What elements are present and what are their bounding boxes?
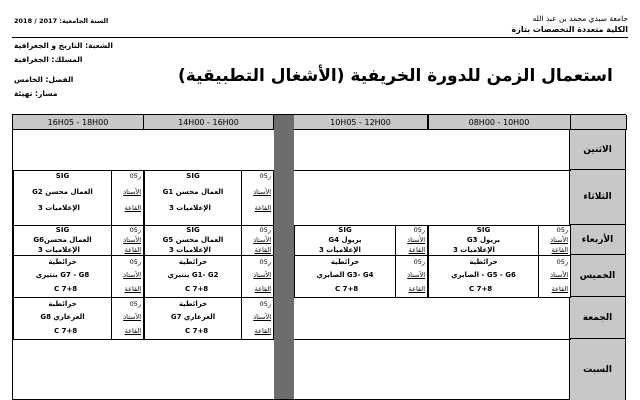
session-wed-14h00 (144, 225, 274, 256)
session-hall: الإعلاميات 3 (319, 246, 361, 254)
timetable-grid (12, 114, 626, 400)
day-wednesday: الأربعاء (569, 225, 625, 255)
session-teacher-group: G7 - G8 بنتيري (35, 271, 90, 279)
session-teacher-group: العمال محسن G1 (162, 188, 224, 196)
session-hall: C 7+8 (185, 285, 209, 293)
hall-label: القاعة (254, 204, 271, 212)
session-teacher-group: العمال محسن G2 (32, 188, 93, 196)
hall-label: القاعة (254, 285, 271, 293)
room-label: ر05 (556, 258, 568, 266)
time-slot-08h00: 08H00 - 10H00 (428, 115, 571, 130)
hall-label: القاعة (408, 285, 425, 293)
teacher-label: الأستاذ (550, 271, 568, 279)
session-thu-16h05 (13, 255, 144, 298)
room-label: ر05 (556, 226, 568, 234)
teacher-label: الأستاذ (253, 271, 271, 279)
session-hall: الإعلاميات 3 (169, 246, 211, 254)
track: المسلك: الجغرافية (14, 55, 83, 64)
session-tue-14h00 (144, 170, 274, 226)
row-divider (294, 170, 571, 171)
hall-label: القاعة (254, 246, 271, 254)
hall-label: القاعة (124, 327, 141, 335)
session-teacher-group: G3- G4 الصابري (316, 271, 374, 279)
room-label: ر05 (413, 226, 425, 234)
university-name: جامعة سيدي محمد بن عبد الله (532, 14, 628, 23)
day-saturday: السبت (569, 339, 625, 400)
hall-label: القاعة (408, 246, 425, 254)
room-label: ر05 (259, 300, 271, 308)
session-hall: الإعلاميات 3 (453, 246, 495, 254)
session-subject: خرائطية (330, 258, 360, 266)
session-hall: C 7+8 (54, 285, 78, 293)
session-subject: خرائطية (48, 258, 77, 266)
session-subject: خرائطية (48, 300, 77, 308)
teacher-label: الأستاذ (407, 236, 425, 244)
room-label: ر05 (129, 300, 141, 308)
session-hall: الإعلاميات 3 (38, 246, 80, 254)
session-teacher-group: G1- G2 بنتيري (167, 271, 219, 279)
room-label: ر05 (129, 226, 141, 234)
teacher-label: الأستاذ (253, 188, 271, 196)
session-teacher-group: بريول G4 (328, 236, 362, 244)
session-wed-08h00 (428, 225, 571, 256)
room-label: ر05 (413, 258, 425, 266)
teacher-label: الأستاذ (253, 236, 271, 244)
session-subject: SIG (186, 172, 200, 180)
session-tue-16h05 (13, 170, 144, 226)
room-label: ر05 (129, 172, 141, 180)
column-divider (428, 115, 429, 130)
time-slot-16h05: 16H05 - 18H00 (13, 115, 144, 130)
session-subject: SIG (338, 226, 352, 234)
academic-year: السنة الجامعية: 2017 / 2018 (14, 17, 109, 25)
hall-label: القاعة (551, 285, 568, 293)
session-teacher-group: بريول G3 (466, 236, 501, 244)
session-hall: الإعلاميات 3 (38, 204, 80, 212)
department: الشعبة: التاريخ و الجغرافية (14, 41, 113, 50)
university-header (511, 13, 628, 35)
session-subject: SIG (55, 172, 70, 180)
time-slot-10h05: 10H05 - 12H00 (294, 115, 428, 130)
room-label: ر05 (259, 172, 271, 180)
session-subject: خرائطية (178, 300, 208, 308)
session-wed-10h05 (294, 225, 428, 256)
session-teacher-group: العمال محسن G5 (162, 236, 224, 244)
day-thursday: الخميس (569, 255, 625, 297)
corner-header (571, 115, 627, 130)
session-thu-10h05 (294, 255, 428, 298)
session-hall: C 7+8 (335, 285, 359, 293)
time-slot-14h00: 14H00 - 16H00 (144, 115, 274, 130)
session-hall: C 7+8 (185, 327, 209, 335)
lunch-break-column (274, 115, 294, 399)
session-subject: SIG (476, 226, 491, 234)
hall-label: القاعة (124, 246, 141, 254)
session-fri-14h00 (144, 297, 274, 340)
teacher-label: الأستاذ (253, 313, 271, 321)
hall-label: القاعة (254, 327, 271, 335)
session-fri-16h05 (13, 297, 144, 340)
session-subject: SIG (186, 226, 200, 234)
day-tuesday: الثلاثاء (569, 170, 625, 225)
session-teacher-group: العرعاري G7 (170, 313, 216, 321)
teacher-label: الأستاذ (123, 188, 141, 196)
hall-label: القاعة (124, 285, 141, 293)
session-hall: C 7+8 (54, 327, 78, 335)
semester: الفصل: الخامس (14, 75, 74, 84)
session-thu-08h00 (428, 255, 571, 298)
row-divider (294, 339, 571, 340)
teacher-label: الأستاذ (123, 236, 141, 244)
teacher-label: الأستاذ (123, 271, 141, 279)
faculty-name: الكلية متعددة التخصصات بتازة (511, 25, 628, 34)
session-teacher-group: العرعاري G8 (40, 313, 85, 321)
room-label: ر05 (259, 226, 271, 234)
session-teacher-group: العمال محسنG6 (33, 236, 92, 244)
session-thu-14h00 (144, 255, 274, 298)
day-friday: الجمعة (569, 297, 625, 339)
hall-label: القاعة (124, 204, 141, 212)
study-path: مسار: تهيئة (14, 89, 58, 98)
session-teacher-group: G5 - G6 - الصابري (451, 271, 516, 279)
page-title: استعمال الزمن للدورة الخريفية (الأشغال التطبيقية) (178, 66, 613, 86)
teacher-label: الأستاذ (123, 313, 141, 321)
room-label: ر05 (259, 258, 271, 266)
session-wed-16h05 (13, 225, 144, 256)
session-subject: SIG (55, 226, 70, 234)
hall-label: القاعة (551, 246, 568, 254)
session-subject: خرائطية (469, 258, 498, 266)
teacher-label: الأستاذ (550, 236, 568, 244)
session-hall: الإعلاميات 3 (169, 204, 211, 212)
session-subject: خرائطية (178, 258, 208, 266)
day-monday: الاثنين (569, 130, 625, 170)
session-hall: C 7+8 (469, 285, 493, 293)
room-label: ر05 (129, 258, 141, 266)
teacher-label: الأستاذ (407, 271, 425, 279)
header-divider (12, 37, 628, 38)
